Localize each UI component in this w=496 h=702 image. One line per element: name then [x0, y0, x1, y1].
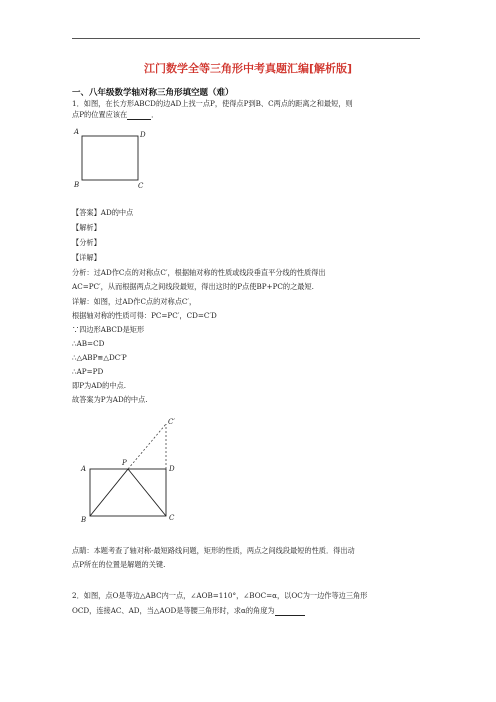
q1-line2 — [72, 110, 158, 120]
q1-answer: 【答案】AD的中点 — [72, 208, 134, 217]
fig2-label-p: P — [122, 459, 127, 467]
q2-line2 — [72, 606, 305, 616]
fig2-label-c-prime: C′ — [168, 418, 175, 426]
q1-line2-pre: 点P的位置应该在 — [72, 110, 128, 119]
q1-line-7: ∴AP=PD — [72, 367, 104, 376]
q2-answer-blank — [275, 608, 305, 616]
q1-line-2: 详解：如图，过AD作C点的对称点C′， — [72, 297, 197, 306]
q1-line-8: 即P为AD的中点. — [72, 381, 127, 390]
header-rule — [72, 38, 420, 39]
fig2-label-a: A — [81, 465, 87, 473]
q1-xiangjie: 【详解】 — [72, 253, 101, 262]
q1-line-0: 分析：过AD作C点的对称点C′，根据轴对称的性质或线段垂直平分线的性质得出 — [72, 268, 326, 277]
q1-line-9: 故答案为P为AD的中点. — [72, 395, 148, 404]
fig1-label-c: C — [138, 182, 144, 190]
figure-reflection — [72, 412, 192, 530]
fig1-label-a: A — [74, 128, 80, 136]
rectangle-abcd-2 — [90, 469, 166, 516]
q1-line-6: ∴△ABP≌△DC′P — [72, 353, 127, 362]
q1-jiexi: 【解析】 — [72, 223, 101, 232]
q1-comment-2: 点P所在的位置是解题的关键. — [72, 560, 166, 569]
figure-rectangle-abcd — [72, 124, 162, 192]
rectangle-abcd — [82, 136, 138, 180]
q2-line1: 2．如图，点O是等边△ABC内一点，∠AOB=110°，∠BOC=α，以OC为一边作等边三角形 — [72, 591, 368, 600]
page-title: 江门数学全等三角形中考真题汇编[解析版] — [143, 62, 353, 75]
q1-line-3: 根据轴对称的性质可得：PC=PC′，CD=C′D — [72, 311, 217, 320]
fig2-label-b: B — [81, 516, 87, 524]
section-heading: 一、八年级数学轴对称三角形填空题（难） — [72, 88, 234, 98]
q1-fenxi: 【分析】 — [72, 238, 101, 247]
q1-line1: 1．如图，在长方形ABCD的边AD上找一点P，使得点P到B、C两点的距离之和最短，则 — [72, 99, 353, 108]
q2-line2-pre: OCD，连接AC、AD，当△AOD是等腰三角形时，求α的角度为 — [72, 606, 275, 615]
q1-answer-blank — [127, 112, 151, 120]
q1-line-5: ∴AB=CD — [72, 339, 105, 348]
fig1-label-b: B — [74, 181, 80, 189]
q1-comment-1: 点睛：本题考查了轴对称-最短路线问题，矩形的性质，两点之间线段最短的性质．得出动 — [72, 546, 355, 555]
segment-bp — [90, 469, 128, 516]
q1-line-4: ∵四边形ABCD是矩形 — [72, 325, 145, 334]
fig2-label-d: D — [169, 465, 175, 473]
q1-line2-post: ． — [151, 110, 159, 119]
fig2-label-c: C — [169, 514, 175, 522]
q1-line-1: AC=PC′，从而根据两点之间线段最短，得出这时的P点使BP+PC的之最短. — [72, 282, 314, 291]
segment-pc — [128, 469, 166, 516]
segment-pc-prime — [128, 424, 166, 469]
fig1-label-d: D — [140, 131, 146, 139]
